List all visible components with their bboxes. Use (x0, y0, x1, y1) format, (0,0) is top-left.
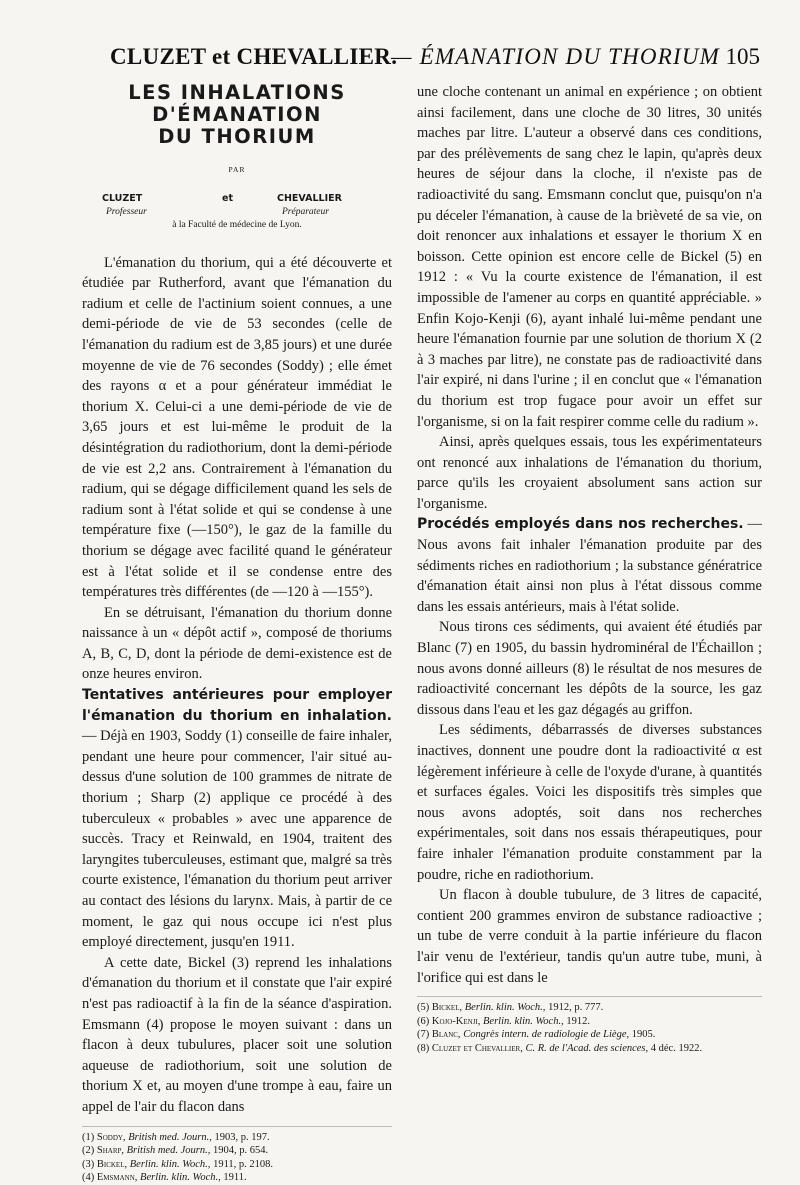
footnote-journal: Berlin. klin. Woch., (140, 1172, 221, 1184)
footnote-journal: British med. Journ., (126, 1145, 211, 1157)
footnote-number: (5) (417, 1002, 430, 1014)
running-head-title-text: ÉMANATION DU THORIUM (419, 44, 720, 69)
footnote-author: Blanc, (431, 1029, 461, 1041)
footnote-author: Emsmann, (96, 1172, 138, 1184)
author-conjunction: et (222, 192, 233, 204)
footnote-author: Bickel, (96, 1158, 128, 1170)
footnote-ref: 1912. (566, 1015, 590, 1027)
footnote (417, 1015, 762, 1029)
section-heading: Tentatives antérieures pour employer l'émanation du thorium en inhalation. (82, 687, 392, 724)
footnote (82, 1171, 392, 1185)
running-head-authors: CLUZET et CHEVALLIER. (110, 44, 398, 69)
body-paragraph: Un flacon à double tubulure, de 3 litres de capacité, contient 200 grammes environ de substance radioactive ; un tube de verre conduit à la partie inférieure du flacon l'air venu de l'extérieur, tandis qu'un autre tube, muni, à l'orifice qui est dans le (417, 887, 762, 986)
body-paragraph: une cloche contenant un animal en expérience ; on obtient ainsi facilement, dans une cloche de 30 litres, 30 unités maches par litre. L'auteur a observé dans ces conditions, par des prélèvements de sang chez le lapin, qu'après deux heures de séjour dans la cloche, il n'existe pas de radioactivité du sang. Emsmann conclut que, puisqu'on n'a pu déceler l'émanation, à cause de la brièveté de sa vie, on doit renoncer aux inhalations et essayer le thorium X en boisson. Cette opinion est encore celle de Bickel (5) en 1912 : « Vu la courte existence de l'émanation, il est impossible de l'amener au corps en quantité appréciable. » Enfin Kojo-Kenji (6), ayant inhalé lui-même pendant une heure l'émanation fournie par une solution de thorium X (2 à 3 maches par litre), ne constate pas de radioactivité dans l'air expiré, ni dans l'urine ; il en conclut que « l'émanation du thorium est trop fugace pour avoir un effet sur l'organisme, si on la fait respirer comme celle du radium ». (417, 84, 762, 430)
page-number: 105 (725, 44, 760, 69)
body-paragraph: En se détruisant, l'émanation du thorium donne naissance à un « dépôt actif », composé de thoriums A, B, C, D, dont la période de demi-existence est de onze heures environ. (82, 604, 392, 683)
footnote-number: (3) (82, 1158, 95, 1170)
footnote-author: Sharp, (96, 1145, 125, 1157)
running-head (110, 40, 760, 72)
body-paragraph: A cette date, Bickel (3) reprend les inhalations d'émanation du thorium et il constate que l'air expiré n'est pas radioactif à la fin de la séance d'aspiration. Emsmann (4) propose le moyen suivant : dans un flacon à deux tubulures, placer soit une solution aqueuse de radiothorium, soit une solution de thorium X et, au moyen d'une trompe à eau, faire un appel de l'air du flacon dans (82, 954, 392, 1115)
footnote-author: Bickel, (431, 1002, 463, 1014)
section-paragraph (417, 514, 762, 617)
article-title-line: DU THORIUM (158, 125, 316, 148)
footnote-journal: Berlin. klin. Woch., (129, 1158, 211, 1170)
author-role: Professeur (106, 206, 147, 217)
footnote-journal: Congrès intern. de radiologie de Liège, (463, 1029, 630, 1041)
section-heading: Procédés employés dans nos recherches. (417, 516, 744, 533)
footnote-number: (4) (82, 1172, 95, 1184)
body-paragraph: Ainsi, après quelques essais, tous les expérimentateurs ont renoncé aux inhalations de l'émanation du thorium, parce qu'ils les croyaient absolument sans action sur l'organisme. (417, 434, 762, 512)
footnote-journal: C. R. de l'Acad. des sciences, (525, 1042, 649, 1054)
footnote (417, 1001, 762, 1015)
section-paragraph (82, 685, 392, 953)
footnote-number: (6) (417, 1015, 430, 1027)
footnote (82, 1144, 392, 1158)
footnote-journal: Berlin. klin. Woch., (464, 1002, 546, 1014)
running-head-title (391, 44, 720, 70)
article-title-line: D'ÉMANATION (152, 103, 322, 126)
body-paragraph: L'émanation du thorium, qui a été découverte et étudiée par Rutherford, avant que l'émanation du radium et celle de l'actinium soient connues, a une demi-période de vie de 53 secondes (celle de l'émanation du radium est de 3,85 jours) et une durée moyenne de vie de 76 secondes (Soddy) ; elle émet des rayons α et a pour générateur immédiat le thorium X. Celui-ci a une demi-période de vie de 3,65 jours et est lui-même le produit de la désintégration du radiothorium, dont la demi-période de vie est 2,2 ans. Contrairement à l'émanation du radium, qui se dégage difficilement quand les sels de radium sont à l'état solide et qui se condense à une température fixe (—150°), le gaz de la famille du thorium se dégage avec facilité quand le générateur est à l'état solide et il se condense entre des températures très différentes (de —120 à —155°). (82, 254, 392, 601)
footnote-number: (7) (417, 1029, 430, 1041)
footnote-number: (8) (417, 1042, 430, 1054)
footnote-number: (2) (82, 1145, 95, 1157)
byline-par: PAR (228, 165, 246, 174)
footnote-ref: 1911, p. 2108. (213, 1158, 274, 1170)
section-body: — Déjà en 1903, Soddy (1) conseille de faire inhaler, pendant une heure pour commencer, l'air situé au-dessus d'une solution de 100 grammes de nitrate de thorium ; Sharp (2) applique ce procédé à des tuberculeux « probables » avec une apparence de succès. Tracy et Reinwald, en 1904, traitent des laryngites tuberculeuses, estimant que, malgré sa très courte existence, l'émanation du thorium peut arriver au contact des lésions du larynx. Mais, à partir de ce moment, le gaz qui nous occupe ici n'est plus employé directement, jusqu'en 1911. (82, 728, 392, 951)
footnotes (82, 1126, 392, 1185)
footnote-number: (1) (82, 1131, 95, 1143)
body-paragraph: Nous tirons ces sédiments, qui avaient été étudiés par Blanc (7) en 1905, du bassin hydrominéral de l'Échaillon ; nous avons donné ailleurs (8) le résultat de nos mesures de radioactivité concernant les dépôts de la source, les gaz dissous dans l'eau et les gaz dégagés au griffon. (417, 619, 762, 718)
section-body: — Nous avons fait inhaler l'émanation produite par des sédiments riches en radiothorium ; la substance génératrice d'émanation était ainsi non plus à l'état dissous comme dans les essais antérieurs, mais à l'état solide. (417, 516, 763, 615)
running-head-dash: — (390, 44, 413, 69)
footnote-author: Soddy, (96, 1131, 126, 1143)
footnote-ref: 1904, p. 654. (212, 1145, 269, 1157)
footnote-ref: 4 déc. 1922. (650, 1042, 703, 1054)
author-role: Préparateur (282, 206, 329, 217)
footnote-ref: 1905. (631, 1029, 656, 1041)
body-paragraph: Les sédiments, débarrassés de diverses substances inactives, donnent une poudre dont la radioactivité α est légèrement inférieure à celle de l'oxyde d'urane, à quantités et surfaces égales. Voici les dispositifs très simples que nous avons adoptés, soit dans nos recherches expérimentales, soit dans nos essais thérapeutiques, pour faire inhaler l'émanation produite constamment par la poudre, riche en radiothorium. (417, 722, 762, 883)
footnote-ref: 1912, p. 777. (548, 1002, 604, 1014)
footnote (82, 1158, 392, 1172)
footnotes (417, 996, 762, 1055)
footnote (417, 1028, 762, 1042)
article-title (82, 82, 392, 148)
footnote-ref: 1903, p. 197. (214, 1131, 270, 1143)
footnote-journal: Berlin. klin. Woch., (483, 1015, 564, 1027)
footnote-ref: 1911. (223, 1172, 247, 1184)
footnote (82, 1131, 392, 1145)
author-block (82, 189, 392, 231)
left-column (82, 82, 392, 1185)
footnote-journal: British med. Journ., (128, 1131, 212, 1143)
author-name: CHEVALLIER (277, 192, 342, 204)
article-title-line: LES INHALATIONS (128, 81, 346, 104)
author-affiliation: à la Faculté de médecine de Lyon. (172, 219, 302, 230)
right-column (417, 82, 762, 1055)
footnote (417, 1042, 762, 1056)
footnote-author: Kojo-Kenji, (431, 1015, 481, 1027)
author-name: CLUZET (102, 192, 143, 204)
footnote-author: Cluzet et Chevallier, (431, 1042, 523, 1054)
